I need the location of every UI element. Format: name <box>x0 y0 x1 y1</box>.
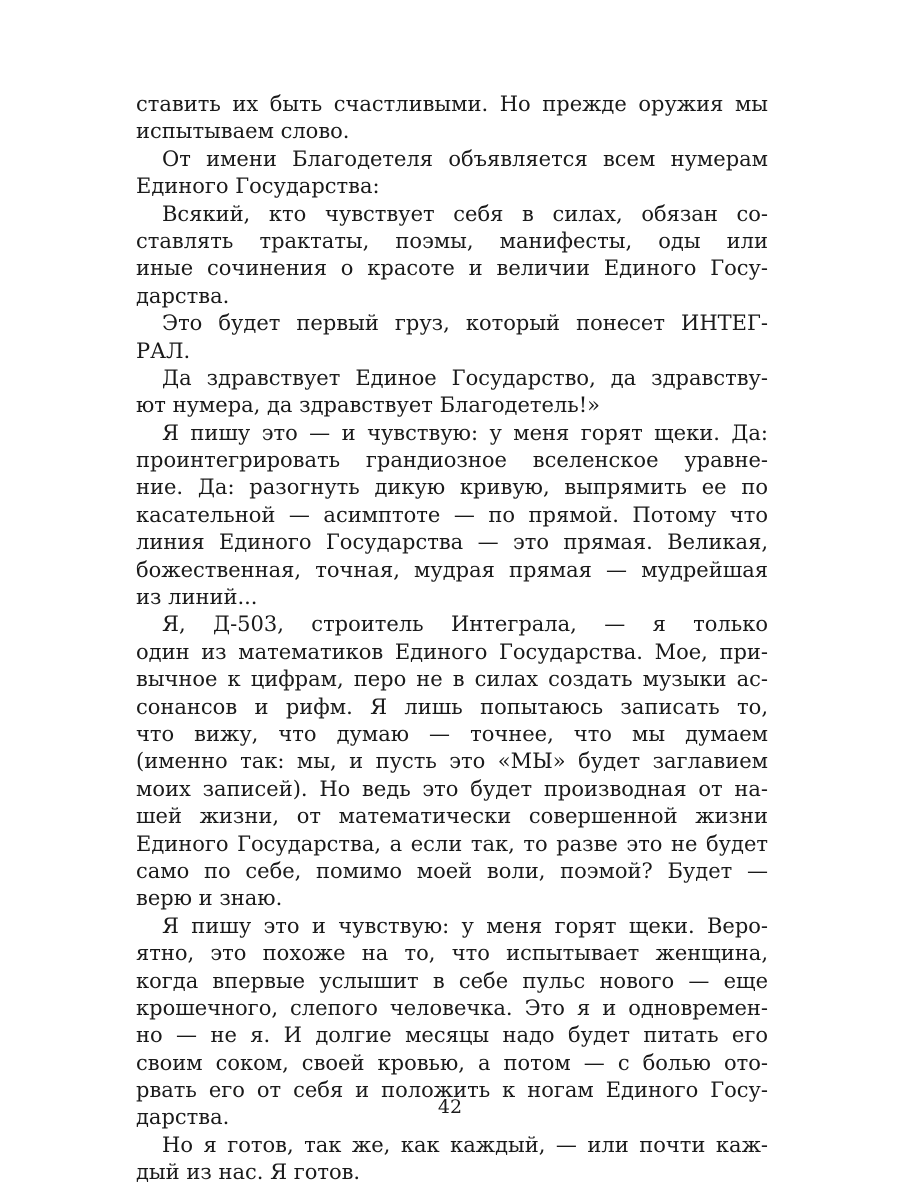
text-line: проинтегрировать грандиозное вселенское уравне- <box>136 448 768 473</box>
text-line: рвать его от себя и положить к ногам Единого Госу- <box>136 1078 768 1103</box>
text-line: сонансов и рифм. Я лишь попытаюсь записать то, <box>136 694 768 719</box>
text-line: От имени Благодетеля объявляется всем нумерам <box>162 146 768 171</box>
paragraph <box>136 310 768 365</box>
page-body <box>136 91 768 1187</box>
text-line: своим соком, своей кровью, а потом — с болью ото- <box>136 1050 768 1075</box>
text-line: Единого Государства: <box>136 174 380 199</box>
text-line: Я пишу это — и чувствую: у меня горят щеки. Да: <box>162 420 768 445</box>
text-line: линия Единого Государства — это прямая. Великая, <box>136 530 768 555</box>
text-line: Я, Д-503, строитель Интеграла, — я только <box>162 612 768 637</box>
text-line: ние. Да: разогнуть дикую кривую, выпрямить ее по <box>136 475 768 500</box>
text-line: касательной — асимптоте — по прямой. Потому что <box>136 502 768 527</box>
text-line: Единого Государства, а если так, то разве это не будет <box>136 831 768 856</box>
paragraph <box>136 201 768 311</box>
text-line: Но я готов, так же, как каждый, — или почти каж- <box>162 1132 768 1157</box>
text-line: божественная, точная, мудрая прямая — мудрейшая <box>136 557 768 582</box>
text-line: ют нумера, да здравствует Благодетель!» <box>136 393 600 418</box>
paragraph <box>136 365 768 420</box>
text-line: дый из нас. Я готов. <box>136 1160 361 1185</box>
text-line: что вижу, что думаю — точнее, что мы думаем <box>136 721 768 746</box>
text-line: ставлять трактаты, поэмы, манифесты, оды или <box>136 228 768 253</box>
text-line: один из математиков Единого Государства. Мое, при- <box>136 639 768 664</box>
page-number: 42 <box>437 1096 463 1118</box>
paragraph <box>136 146 768 201</box>
text-line: крошечного, слепого человечка. Это я и одновремен- <box>136 995 768 1020</box>
paragraph <box>136 91 768 146</box>
text-line: испытываем слово. <box>136 119 350 144</box>
paragraph <box>136 420 768 612</box>
text-line: дарства. <box>136 1105 230 1130</box>
text-line: само по себе, помимо моей воли, поэмой? Будет — <box>136 858 768 883</box>
text-line: (именно так: мы, и пусть это «МЫ» будет заглавием <box>136 749 768 774</box>
text-line: шей жизни, от математически совершенной жизни <box>136 804 768 829</box>
text-line: Это будет первый груз, который понесет ИНТЕГ- <box>162 311 768 336</box>
paragraph <box>136 1132 768 1187</box>
text-line: моих записей). Но ведь это будет производная от на- <box>136 776 768 801</box>
text-line: Да здравствует Единое Государство, да здравству- <box>162 365 768 390</box>
text-line: иные сочинения о красоте и величии Единого Госу- <box>136 256 768 281</box>
text-line: когда впервые услышит в себе пульс нового — еще <box>136 968 768 993</box>
text-line: ятно, это похоже на то, что испытывает женщина, <box>136 941 768 966</box>
text-line: РАЛ. <box>136 338 191 363</box>
text-line: но — не я. И долгие месяцы надо будет питать его <box>136 1023 768 1048</box>
text-line: верю и знаю. <box>136 886 283 911</box>
paragraph <box>136 611 768 912</box>
text-line: ставить их быть счастливыми. Но прежде оружия мы <box>136 92 768 116</box>
text-line: дарства. <box>136 283 230 308</box>
text-line: Я пишу это и чувствую: у меня горят щеки. Веро- <box>162 913 768 938</box>
text-line: Всякий, кто чувствует себя в силах, обязан со- <box>162 201 768 226</box>
text-line: вычное к цифрам, перо не в силах создать музыки ас- <box>136 667 768 692</box>
text-line: из линий... <box>136 585 258 610</box>
